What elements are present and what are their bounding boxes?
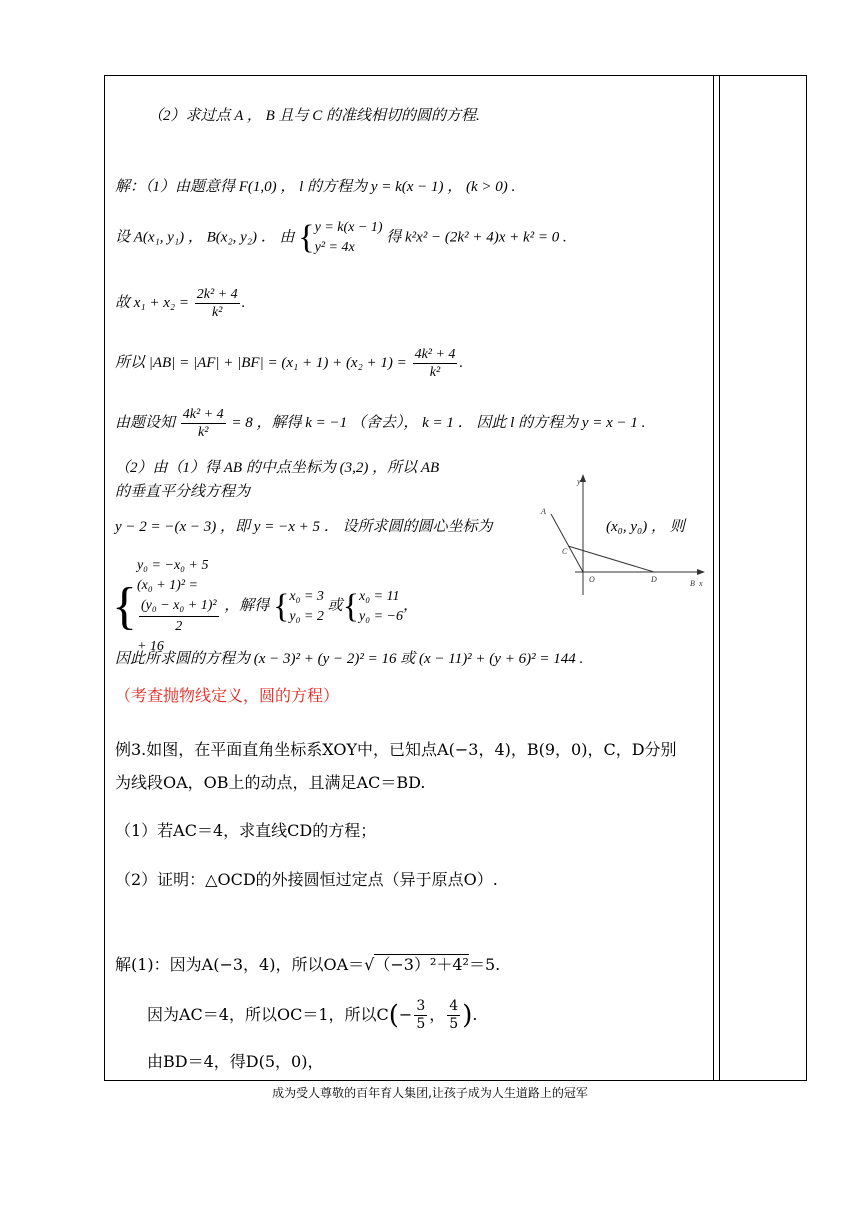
result-1 [289, 587, 324, 627]
radicand: （−3）²＋4² [374, 955, 469, 974]
left-paren: ( [388, 1000, 399, 1031]
numerator: 3 [416, 998, 426, 1014]
result-2 [359, 587, 403, 627]
solution-line-8b: (x₀, y₀) ， 则 [606, 519, 685, 535]
example-3-line-1: 例3.如图，在平面直角坐标系XOY中，已知点A(−3，4)，B(9，0)，C，D分别 [115, 740, 677, 759]
note-text: （考查抛物线定义，圆的方程） [115, 686, 340, 705]
result-1b: y₀ = 2 [289, 608, 324, 624]
s4-text: 所以 |AB| = |AF| + |BF| = (x₁ + 1) + (x₂ + 1) = [115, 354, 407, 371]
solution-line-5 [115, 406, 645, 441]
result-2b: y₀ = −6 [359, 608, 403, 624]
fraction [414, 998, 427, 1033]
segment-OA [551, 514, 583, 572]
s2-result: 得 k²x² − (2k² + 4)x + k² = 0 . [386, 229, 567, 246]
label-B: B [690, 579, 695, 588]
fraction [195, 286, 240, 321]
numerator: 4k² + 4 [182, 407, 224, 422]
s9-mid: ，解得 [224, 597, 270, 614]
s2-text: 设 A(x₁, y₁) ， B(x₂, y₂) ． 由 [115, 229, 295, 246]
denominator: 5 [416, 1016, 426, 1032]
question-2: （2）求过点 A ， B 且与 C 的准线相切的圆的方程. [148, 108, 480, 124]
label-x: x [699, 579, 703, 588]
denominator: k² [429, 365, 441, 380]
fraction [447, 998, 460, 1033]
denominator: 2 [175, 619, 183, 634]
s3-text: 故 x₁ + x₂ = [115, 294, 189, 311]
brace: { [342, 587, 360, 625]
numerator: 4k² + 4 [414, 347, 456, 362]
solution-line-6: （2）由（1）得 AB 的中点坐标为 (3,2) ，所以 AB [115, 460, 440, 476]
solution-line-9 [112, 556, 418, 657]
example-3-part-2: （2）证明：△OCD的外接圆恒过定点（异于原点O）. [115, 870, 498, 889]
denominator: 5 [449, 1016, 459, 1032]
sys-eq-2 [137, 576, 221, 657]
answer-line-2: 因为AC＝4，所以OC＝1，所以C(− $\frac{3}{5}$ ， $\frac{4}{5}$ ). [147, 998, 478, 1032]
sqrt-sign: √ [364, 955, 375, 974]
label-C: C [562, 547, 568, 556]
solution-line-1: 解：（1）由题意得 F(1,0) ， l 的方程为 y = k(x − 1) ， (k > 0) . [115, 179, 516, 195]
solution-line-10: 因此所求圆的方程为 (x − 3)² + (y − 2)² = 16 或 (x − 11)² + (y + 6)² = 144 . [115, 651, 584, 667]
s5-result: = 8 ，解得 k = −1 （舍去）， k = 1 ． 因此 l 的方程为 y = x − 1 . [231, 414, 646, 431]
or-text: 或 [327, 597, 343, 614]
answer-2-end: . [472, 1005, 478, 1024]
coordinate-figure [535, 470, 710, 600]
right-paren: ) [462, 1000, 473, 1031]
numerator: 2k² + 4 [196, 287, 238, 302]
sys-eq-2b: + 16 [136, 639, 164, 654]
answer-line-1 [115, 950, 500, 980]
sys-eq-2a: (x₀ + 1)² = [136, 578, 198, 593]
column-divider-2 [719, 76, 720, 1080]
brace: { [273, 587, 290, 625]
column-divider-1 [713, 76, 714, 1080]
fraction [181, 406, 226, 441]
fraction [413, 346, 458, 381]
result-2a: x₀ = 11 [359, 588, 400, 604]
numerator: 4 [449, 998, 459, 1014]
solution-line-3: 故 x₁ + x₂ = $\frac{\text{2k² + 4}}{\text{k²}}$ . [115, 287, 246, 320]
sys-eq-1: y = k(x − 1) [314, 220, 383, 235]
s5-text: 由题设知 [115, 414, 176, 431]
y-axis-arrow [580, 474, 586, 482]
brace: { [112, 577, 137, 635]
sys-eq-2: y² = 4x [314, 240, 355, 255]
fraction [139, 596, 219, 637]
answer-1-text: 解(1)：因为A(−3，4)，所以OA＝ [115, 955, 365, 974]
system-eq [137, 556, 221, 657]
answer-1-end: ＝5. [468, 955, 501, 974]
label-y: y [577, 477, 581, 486]
solution-line-7: 的垂直平分线方程为 [115, 484, 251, 500]
solution-line-8: y − 2 = −(x − 3) ，即 y = −x + 5 ． 设所求圆的圆心坐标为 [115, 519, 493, 535]
denominator: k² [197, 425, 209, 440]
answer-2-text: 因为AC＝4，所以OC＝1，所以C [147, 1005, 389, 1024]
sys-eq-1: y₀ = −x₀ + 5 [136, 558, 209, 573]
label-O: O [589, 575, 595, 584]
label-A: A [541, 507, 546, 516]
solution-line-2 [115, 218, 567, 258]
example-3-line-2: 为线段OA，OB上的动点，且满足AC＝BD. [115, 773, 426, 792]
x-axis-arrow [697, 569, 705, 575]
denominator: k² [211, 305, 223, 320]
system-eq [315, 218, 383, 258]
solution-line-4: 所以 |AB| = |AF| + |BF| = (x₁ + 1) + (x₂ + 1) = $\frac{\text{4k² + 4}}{\text{k²}}$ . [115, 347, 464, 380]
s9-end: ， [403, 597, 419, 614]
answer-line-3: 由BD＝4，得D(5，0)， [147, 1052, 324, 1071]
result-1a: x₀ = 3 [289, 588, 324, 604]
page-footer: 成为受人尊敬的百年育人集团,让孩子成为人生道路上的冠军 [272, 1086, 588, 1100]
brace: { [298, 219, 315, 256]
numerator: (y₀ − x₀ + 1)² [139, 596, 219, 617]
example-3-part-1: （1）若AC＝4，求直线CD的方程； [115, 821, 377, 840]
label-D: D [651, 575, 657, 584]
